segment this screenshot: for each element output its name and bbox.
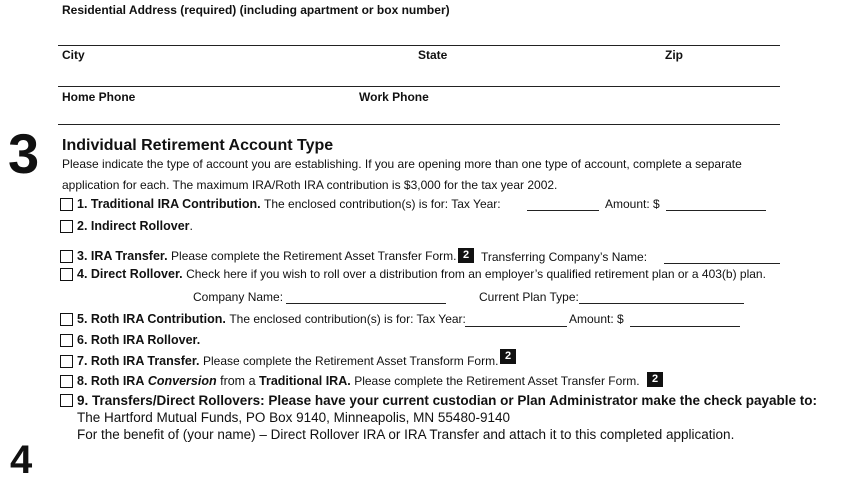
section-3-intro-line1: Please indicate the type of account you are establishing. If you are opening more than one type of account, complete a separate (62, 157, 742, 171)
option-8-conversion: Conversion (147, 374, 217, 388)
residential-address-label: Residential Address (required) (including apartment or box number) (62, 3, 450, 17)
zip-label: Zip (665, 48, 683, 62)
option-2-label: 2. Indirect Rollover (77, 219, 190, 233)
transfers-direct-rollovers-checkbox[interactable] (60, 394, 73, 407)
option-9-address: The Hartford Mutual Funds, PO Box 9140, Minneapolis, MN 55480-9140 (77, 410, 510, 425)
current-plan-type-field[interactable] (579, 292, 744, 304)
roth-ira-transfer-checkbox[interactable] (60, 355, 73, 368)
residential-address-line[interactable] (58, 45, 780, 46)
option-7-text: Please complete the Retirement Asset Transform Form. (202, 354, 499, 368)
indirect-rollover-checkbox[interactable] (60, 220, 73, 233)
form-2-badge: 2 (458, 248, 474, 263)
transferring-company-label: Transferring Company’s Name: (481, 250, 648, 264)
option-1-tax-year-field[interactable] (527, 199, 599, 211)
transferring-company-field[interactable] (664, 252, 780, 264)
option-5-tax-year-field[interactable] (465, 315, 567, 327)
ira-transfer-checkbox[interactable] (60, 250, 73, 263)
option-1-text: The enclosed contribution(s) is for: Tax Year: (264, 197, 501, 211)
traditional-ira-checkbox[interactable] (60, 198, 73, 211)
option-5-amount-field[interactable] (630, 315, 740, 327)
option-5-label: 5. Roth IRA Contribution. (77, 312, 226, 326)
option-9-instructions: For the benefit of (your name) – Direct Rollover IRA or IRA Transfer and attach it to this completed application. (77, 427, 735, 442)
company-name-field[interactable] (286, 292, 446, 304)
section-4-number: 4 (10, 438, 33, 482)
option-1-amount-label: Amount: $ (605, 197, 660, 211)
option-3-row (77, 249, 456, 263)
form-2-badge-conversion: 2 (647, 372, 663, 387)
work-phone-label: Work Phone (359, 90, 429, 104)
phone-line[interactable] (58, 124, 780, 125)
option-5-text: The enclosed contribution(s) is for: Tax Year: (229, 312, 466, 326)
option-1-label: 1. Traditional IRA Contribution. (77, 197, 261, 211)
option-8-text: Please complete the Retirement Asset Transfer Form. (354, 374, 640, 388)
roth-ira-conversion-checkbox[interactable] (60, 375, 73, 388)
current-plan-type-label: Current Plan Type: (479, 290, 579, 304)
option-8-number: 8. Roth IRA (77, 374, 145, 388)
city-label: City (62, 48, 85, 62)
option-5-amount-label: Amount: $ (569, 312, 624, 326)
option-4-row (77, 267, 766, 281)
option-1-amount-field[interactable] (666, 199, 766, 211)
option-6-label: 6. Roth IRA Rollover. (77, 333, 201, 347)
section-3-title: Individual Retirement Account Type (62, 137, 334, 154)
section-3-intro-line2: application for each. The maximum IRA/Roth IRA contribution is $3,000 for the tax year 2002. (62, 178, 558, 192)
roth-ira-rollover-checkbox[interactable] (60, 334, 73, 347)
option-8-row (77, 374, 640, 388)
option-2-row (77, 219, 193, 233)
option-7-label: 7. Roth IRA Transfer. (77, 354, 200, 368)
home-phone-label: Home Phone (62, 90, 136, 104)
option-3-label: 3. IRA Transfer. (77, 249, 168, 263)
option-4-text: Check here if you wish to roll over a distribution from an employer’s qualified retirement plan or a 403(b) plan. (186, 267, 766, 281)
option-6-row (77, 333, 200, 347)
city-state-zip-line[interactable] (58, 86, 780, 87)
option-9-label: 9. Transfers/Direct Rollovers: Please have your current custodian or Plan Administrator make the check payable to: (77, 393, 818, 408)
option-5-row (77, 312, 466, 326)
section-3-number: 3 (8, 122, 40, 185)
company-name-label: Company Name: (193, 290, 284, 304)
roth-ira-contribution-checkbox[interactable] (60, 313, 73, 326)
option-7-row (77, 354, 498, 368)
option-3-text: Please complete the Retirement Asset Transfer Form. (171, 249, 457, 263)
option-1-row (77, 197, 501, 211)
option-4-label: 4. Direct Rollover. (77, 267, 183, 281)
state-label: State (418, 48, 448, 62)
form-2-badge-roth: 2 (500, 349, 516, 364)
direct-rollover-checkbox[interactable] (60, 268, 73, 281)
option-8-from: from a (220, 374, 256, 388)
option-8-traditional: Traditional IRA. (259, 374, 351, 388)
option-2-dot: . (189, 219, 194, 233)
